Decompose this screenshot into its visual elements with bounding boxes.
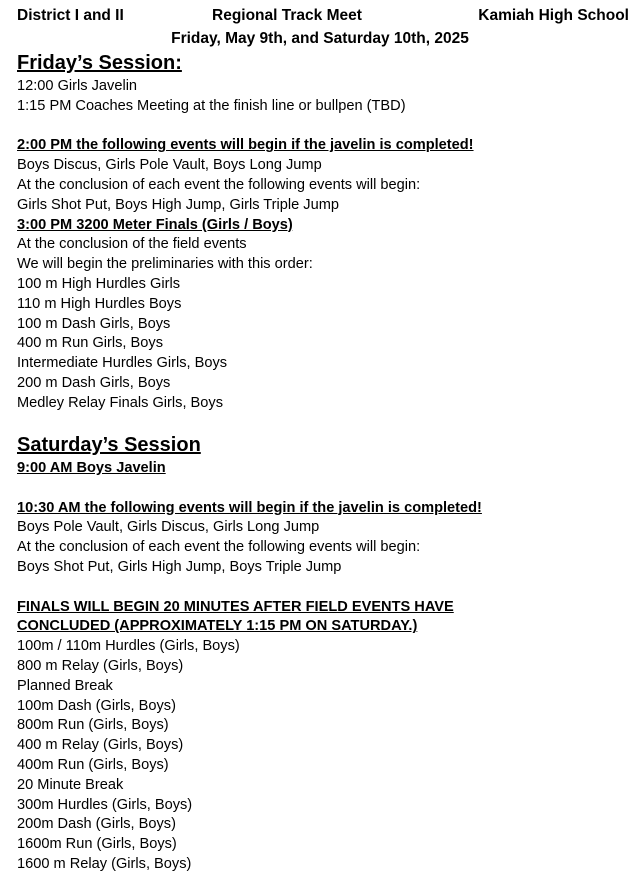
schedule-line: At the conclusion of each event the following events will begin:: [17, 539, 421, 556]
blank-line: [17, 479, 632, 499]
friday-session-title: Friday’s Session:: [17, 52, 182, 74]
schedule-line: 400 m Run Girls, Boys: [17, 335, 163, 352]
schedule-line: 2:00 PM the following events will begin if the javelin is completed!: [17, 137, 474, 154]
schedule-line: 200 m Dash Girls, Boys: [17, 374, 171, 391]
schedule-line: 12:00 Girls Javelin: [17, 78, 138, 94]
schedule-line: 800m Run (Girls, Boys): [17, 717, 169, 734]
schedule-line: 20 Minute Break: [17, 776, 124, 793]
schedule-line: 1:15 PM Coaches Meeting at the finish line or bullpen (TBD): [17, 97, 406, 114]
schedule-line: 300m Hurdles (Girls, Boys): [17, 796, 193, 813]
schedule-line: 400m Run (Girls, Boys): [17, 756, 169, 773]
schedule-line: 100 m Dash Girls, Boys: [17, 315, 171, 332]
schedule-line: Intermediate Hurdles Girls, Boys: [17, 355, 228, 372]
schedule-line: 400 m Relay (Girls, Boys): [17, 737, 184, 754]
schedule-line: 800 m Relay (Girls, Boys): [17, 657, 184, 674]
meet-title: Regional Track Meet: [212, 7, 362, 24]
friday-schedule: [17, 77, 632, 414]
district-label: District I and II: [17, 7, 124, 24]
schedule-line: Medley Relay Finals Girls, Boys: [17, 394, 223, 411]
schedule-line: FINALS WILL BEGIN 20 MINUTES AFTER FIELD EVENTS HAVE: [17, 598, 454, 615]
schedule-line: Planned Break: [17, 677, 113, 694]
schedule-line: 1600 m Relay (Girls, Boys): [17, 855, 192, 872]
schedule-line: 100 m High Hurdles Girls: [17, 275, 181, 292]
schedule-line: 100m / 110m Hurdles (Girls, Boys): [17, 638, 240, 655]
schedule-line: 10:30 AM the following events will begin if the javelin is completed!: [17, 499, 482, 516]
schedule-line: 200m Dash (Girls, Boys): [17, 816, 176, 833]
blank-line: [17, 578, 632, 598]
schedule-line: Boys Discus, Girls Pole Vault, Boys Long Jump: [17, 157, 322, 174]
schedule-line: We will begin the preliminaries with this order:: [17, 256, 313, 273]
schedule-line: 9:00 AM Boys Javelin: [17, 460, 166, 476]
header-row: [17, 5, 629, 27]
schedule-line: 3:00 PM 3200 Meter Finals (Girls / Boys): [17, 216, 293, 233]
schedule-line: 1600m Run (Girls, Boys): [17, 836, 177, 853]
schedule-line: Boys Pole Vault, Girls Discus, Girls Long Jump: [17, 519, 320, 536]
saturday-schedule: [17, 459, 632, 875]
schedule-line: At the conclusion of the field events: [17, 236, 247, 253]
schedule-line: At the conclusion of each event the following events will begin:: [17, 176, 421, 193]
schedule-line: 100m Dash (Girls, Boys): [17, 697, 176, 714]
schedule-line: 110 m High Hurdles Boys: [17, 295, 182, 312]
meet-dates: Friday, May 9th, and Saturday 10th, 2025: [171, 30, 469, 47]
schedule-line: Girls Shot Put, Boys High Jump, Girls Triple Jump: [17, 196, 339, 213]
schedule-line: CONCLUDED (APPROXIMATELY 1:15 PM ON SATURDAY.): [17, 618, 418, 635]
blank-line: [17, 117, 632, 137]
schedule-line: Boys Shot Put, Girls High Jump, Boys Triple Jump: [17, 558, 342, 575]
saturday-session-title: Saturday’s Session: [17, 434, 201, 456]
host-school: Kamiah High School: [478, 7, 629, 24]
